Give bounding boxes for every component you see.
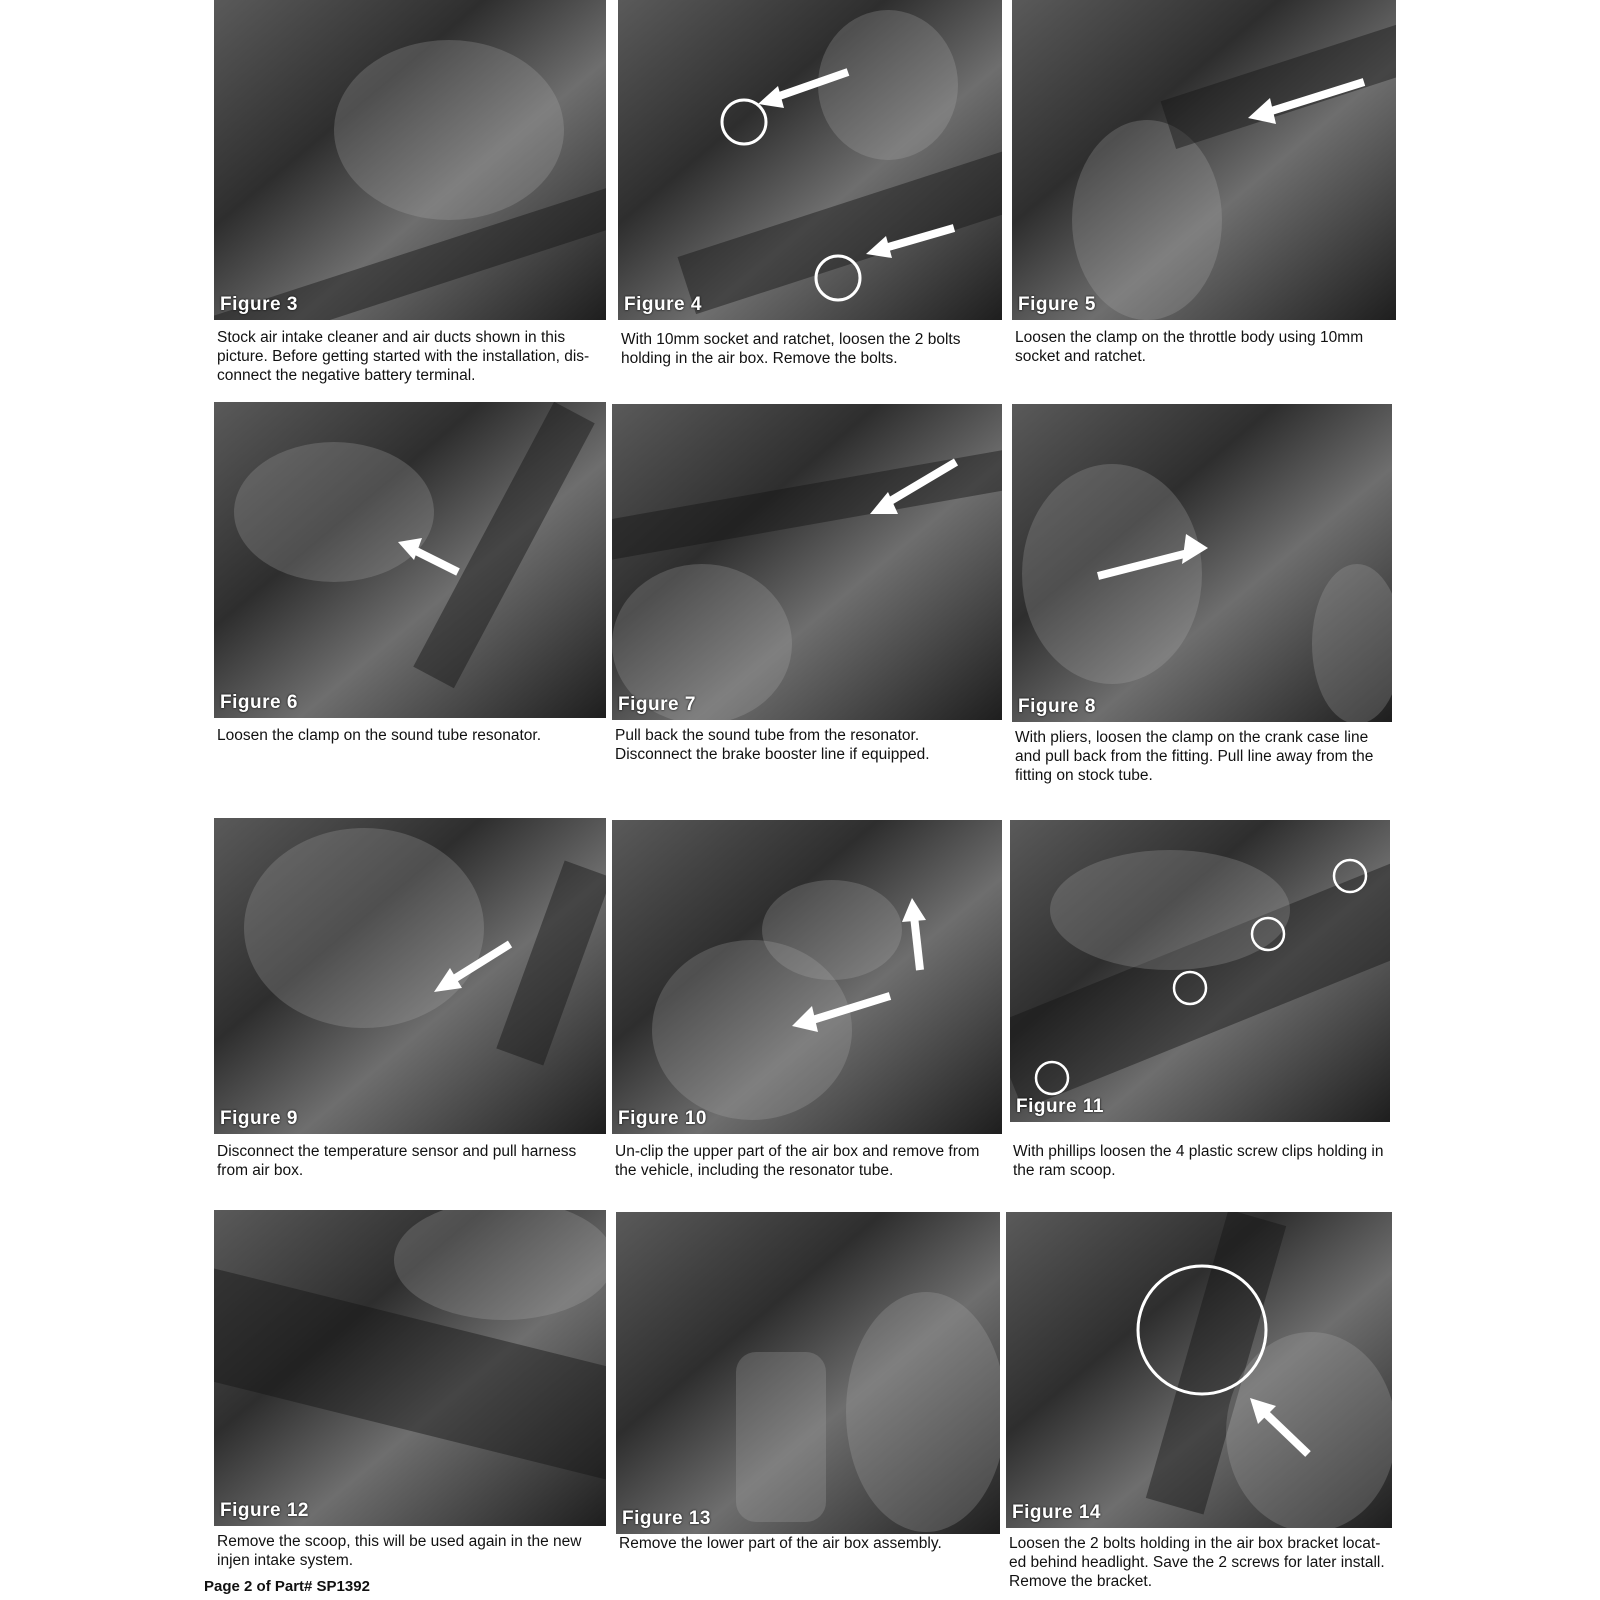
- figure-6-caption: Loosen the clamp on the sound tube resonator.: [217, 727, 542, 744]
- figure-13-label: Figure 13: [622, 1508, 711, 1529]
- figure-10-label: Figure 10: [618, 1108, 707, 1129]
- figure-11-cell: [1010, 820, 1390, 1186]
- figure-11-label: Figure 11: [1016, 1096, 1104, 1117]
- figure-12-photo: [214, 1210, 606, 1526]
- figure-7-arrow: [612, 404, 1002, 720]
- figure-9-label: Figure 9: [220, 1108, 298, 1129]
- figure-13-caption: Remove the lower part of the air box assembly.: [619, 1535, 942, 1552]
- figure-9-caption: Disconnect the temperature sensor and pull harness from air box.: [217, 1143, 577, 1179]
- figure-8-photo: [1012, 404, 1392, 722]
- figure-14-markers: [1006, 1212, 1392, 1528]
- figure-4-label: Figure 4: [624, 294, 702, 315]
- figure-4-caption: With 10mm socket and ratchet, loosen the 2 bolts holding in the air box. Remove the bolts.: [621, 331, 961, 367]
- figure-9-photo: [214, 818, 606, 1134]
- figure-14-caption: Loosen the 2 bolts holding in the air box bracket locat-ed behind headlight. Save the 2 screws for later install. Remove the bracket.: [1009, 1535, 1385, 1590]
- figure-13-cell: [616, 1212, 1000, 1578]
- figure-10-photo: [612, 820, 1002, 1134]
- figure-8-cell: [1012, 404, 1392, 790]
- figure-5-label: Figure 5: [1018, 294, 1096, 315]
- figure-7-photo: [612, 404, 1002, 720]
- figure-12-cell: [214, 1210, 606, 1576]
- figure-3-photo: [214, 0, 606, 320]
- figure-5-photo: [1012, 0, 1396, 320]
- figure-11-circles: [1010, 820, 1390, 1122]
- figure-14-photo: [1006, 1212, 1392, 1528]
- figure-7-label: Figure 7: [618, 694, 696, 715]
- figure-5-cell: [1012, 0, 1396, 390]
- figure-11-photo: [1010, 820, 1390, 1122]
- figure-8-caption: With pliers, loosen the clamp on the crank case line and pull back from the fitting. Pull line away from the fitting on stock tube.: [1015, 729, 1374, 784]
- figure-6-label: Figure 6: [220, 692, 298, 713]
- figure-13-photo: [616, 1212, 1000, 1534]
- figure-4-arrows: [618, 0, 1002, 320]
- figure-12-caption: Remove the scoop, this will be used again in the new injen intake system.: [217, 1533, 582, 1569]
- figure-7-cell: [612, 404, 1002, 784]
- figure-6-arrow: [214, 402, 606, 718]
- figure-10-caption: Un-clip the upper part of the air box and remove from the vehicle, including the resonator tube.: [615, 1143, 980, 1179]
- figure-5-caption: Loosen the clamp on the throttle body using 10mm socket and ratchet.: [1015, 329, 1364, 365]
- figure-11-caption: With phillips loosen the 4 plastic screw clips holding in the ram scoop.: [1013, 1143, 1384, 1179]
- figure-8-label: Figure 8: [1018, 696, 1096, 717]
- figure-10-cell: [612, 820, 1002, 1186]
- figure-10-arrows: [612, 820, 1002, 1134]
- figure-14-label: Figure 14: [1012, 1502, 1101, 1523]
- figure-4-cell: [618, 0, 1002, 390]
- figure-3-label: Figure 3: [220, 294, 298, 315]
- page-footer: Page 2 of Part# SP1392: [204, 1578, 370, 1595]
- figure-14-cell: [1006, 1212, 1392, 1598]
- figure-7-caption: Pull back the sound tube from the resonator. Disconnect the brake booster line if equipped.: [615, 727, 930, 763]
- figure-8-arrow: [1012, 404, 1392, 722]
- figure-6-cell: [214, 402, 606, 782]
- figure-9-arrow: [214, 818, 606, 1134]
- figure-6-photo: [214, 402, 606, 718]
- figure-5-arrow: [1012, 0, 1396, 320]
- figure-3-caption: Stock air intake cleaner and air ducts shown in this picture. Before getting started with the installation, dis-connect the negative battery terminal.: [217, 329, 590, 384]
- figure-3-cell: [214, 0, 606, 390]
- figure-12-label: Figure 12: [220, 1500, 309, 1521]
- figure-4-photo: [618, 0, 1002, 320]
- figure-9-cell: [214, 818, 606, 1184]
